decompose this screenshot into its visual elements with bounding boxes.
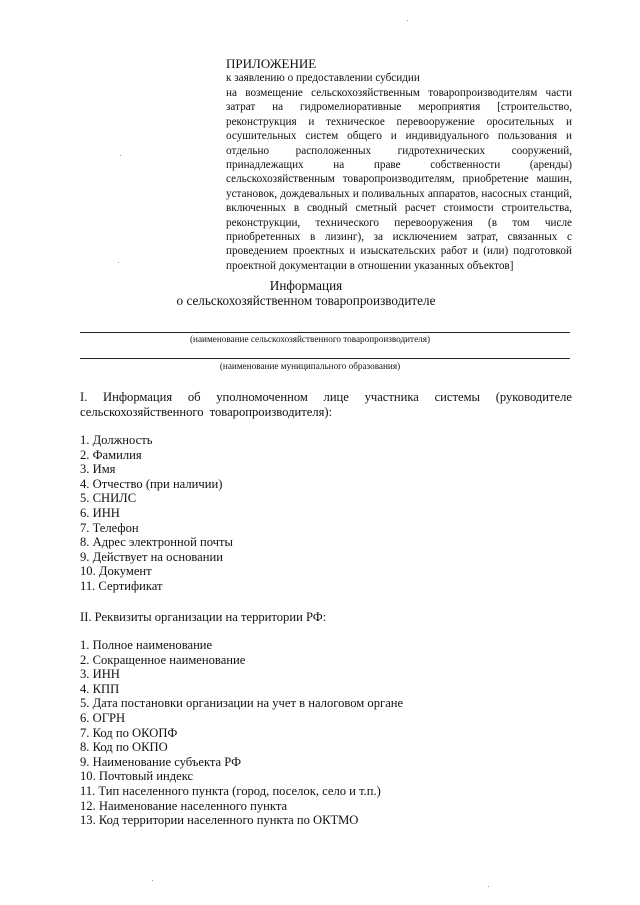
list-item: 10. Почтовый индекс [80, 769, 194, 784]
scan-speck [488, 886, 489, 887]
scan-speck [407, 20, 408, 21]
list-item: 2. Сокращенное наименование [80, 652, 246, 667]
appendix-block [226, 56, 572, 273]
section-2-heading: II. Реквизиты организации на территории РФ: [80, 610, 327, 624]
list-item: 3. ИНН [80, 667, 120, 682]
document-subtitle: о сельскохозяйственном товаропроизводителе [176, 293, 436, 308]
list-item: 12. Наименование населенного пункта [80, 798, 288, 813]
list-item: 8. Адрес электронной почты [80, 535, 233, 550]
list-item: 3. Имя [80, 462, 116, 477]
list-item: 4. Отчество (при наличии) [80, 476, 223, 491]
scan-speck [152, 880, 153, 881]
list-item: 7. Код по ОКОПФ [80, 725, 178, 740]
list-item: 5. СНИЛС [80, 491, 137, 506]
list-item: 13. Код территории населенного пункта по ОКТМО [80, 813, 359, 828]
list-item: 2. Фамилия [80, 447, 142, 462]
section-1-heading: I. Информация об уполномоченном лице участника системы (руководителе сельскохозяйственного товаропроизводителя): [80, 390, 572, 419]
municipality-name-caption: (наименование муниципального образования) [219, 361, 401, 371]
list-item: 10. Документ [80, 564, 152, 579]
list-item: 6. ИНН [80, 505, 120, 520]
municipality-name-line [80, 358, 570, 359]
list-item: 6. ОГРН [80, 710, 126, 725]
appendix-subheading: к заявлению о предоставлении субсидии [226, 72, 420, 84]
appendix-body: на возмещение сельскохозяйственным товаропроизводителям части затрат на гидромелиоративные мероприятия [строительство, реконструкция и техническое перевооружение оросительных и осушительных систем общего и индивидуального пользования и отдельно расположенных гидротехнических сооружений, принадлежащих на праве собственности (аренды) сельскохозяйственным товаропроизводителям, приобретение машин, установок, дождевальных и поливальных аппаратов, насосных станций, включенных в сводный сметный расчет стоимости строительства, реконструкции, технического перевооружения (в том числе приобретенных в лизинг), за исключением затрат, связанных с проведением проектных и изыскательских работ и (или) подготовкой проектной документации в отношении указанных объектов] [226, 87, 572, 272]
list-item: 5. Дата постановки организации на учет в налоговом органе [80, 696, 404, 711]
list-item: 11. Сертификат [80, 578, 163, 593]
list-item: 7. Телефон [80, 520, 139, 535]
section-2-list [80, 638, 403, 828]
producer-name-line [80, 332, 570, 333]
appendix-heading: ПРИЛОЖЕНИЕ [226, 56, 317, 71]
list-item: 9. Действует на основании [80, 549, 223, 564]
section-1-list [80, 433, 233, 594]
producer-name-caption: (наименование сельскохозяйственного товаропроизводителя) [189, 334, 431, 344]
list-item: 1. Полное наименование [80, 638, 213, 652]
document-title: Информация [269, 278, 343, 293]
scan-speck [118, 262, 119, 263]
scan-speck [120, 155, 121, 156]
list-item: 4. КПП [80, 681, 120, 696]
list-item: 11. Тип населенного пункта (город, поселок, село и т.п.) [80, 783, 381, 798]
list-item: 1. Должность [80, 433, 153, 447]
list-item: 8. Код по ОКПО [80, 740, 168, 755]
list-item: 9. Наименование субъекта РФ [80, 754, 242, 769]
